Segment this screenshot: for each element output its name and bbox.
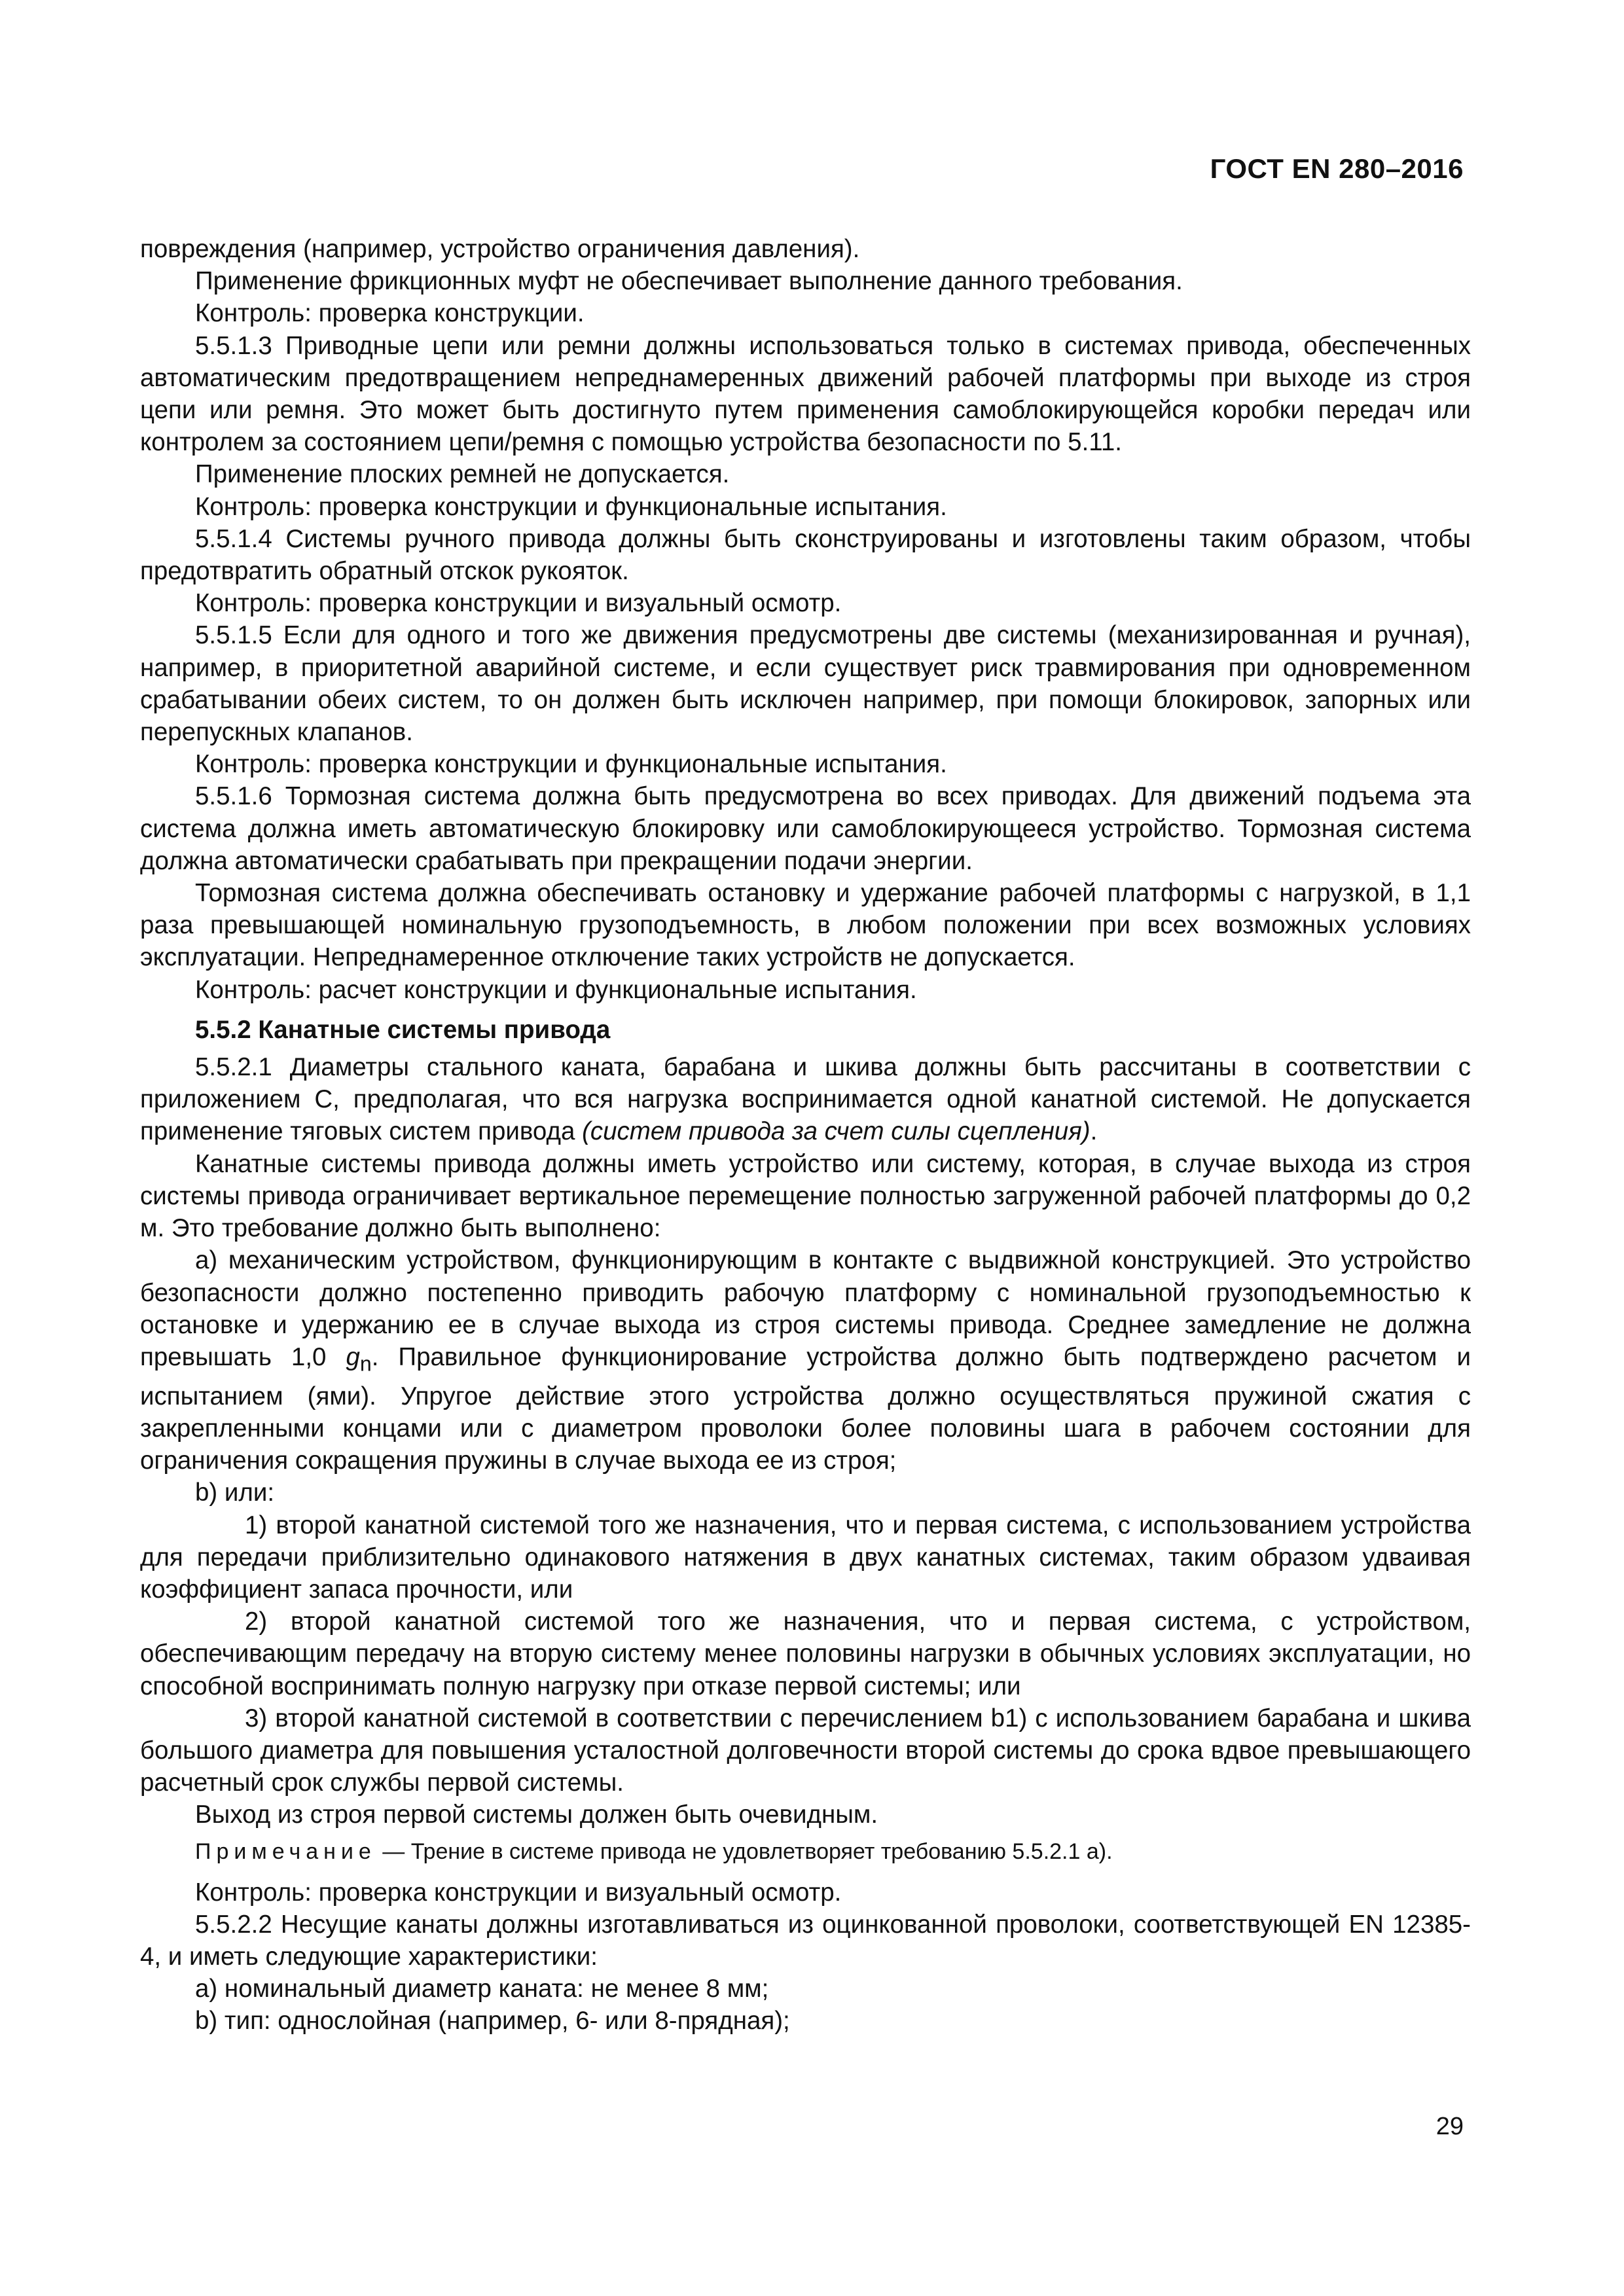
section-heading: 5.5.2 Канатные системы привода (195, 1015, 611, 1044)
paragraph: Контроль: проверка конструкции и визуальный осмотр. (195, 1878, 842, 1907)
paragraph: Применение фрикционных муфт не обеспечивает выполнение данного требования. (195, 267, 1183, 296)
paragraph-end: . (1090, 1117, 1098, 1146)
paragraph: Контроль: проверка конструкции и функциональные испытания. (195, 492, 947, 521)
italic-clarification: (систем привода за счет силы сцепления) (582, 1117, 1091, 1146)
paragraph: Контроль: проверка конструкции и визуальный осмотр. (195, 589, 842, 618)
paragraph: Применение плоских ремней не допускается. (195, 460, 730, 489)
paragraph: 5.5.1.5 Если для одного и того же движения предусмотрены две системы (механизированная и ручная), например, в приоритетной аварийной системе, и если существует риск травмирования при одновременном срабатывании обеих систем, то он должен быть исключен например, при помощи блокировок, запорных или перепускных клапанов. (140, 621, 1471, 747)
list-item (140, 1244, 1471, 1477)
document-id-header: ГОСТ EN 280–2016 (1210, 153, 1464, 184)
paragraph: Контроль: проверка конструкции. (195, 299, 585, 328)
gravity-symbol: g (346, 1342, 360, 1371)
list-item-text: а) механическим устройством, функционирующим в контакте с выдвижной конструкцией. Это устройство безопасности должно постепенно приводить рабочую платформу с номинальной грузоподъемностью к остановке и удержанию ее в случае выхода из строя системы привода. Среднее замедление не должна превышать 1,0 (140, 1246, 1471, 1371)
sub-list-item: 2) второй канатной системой того же назначения, что и первая система, с устройством, обеспечивающим передачу на вторую систему менее половины нагрузки в обычных условиях эксплуатации, но способной воспринимать полную нагрузку при отказе первой системы; или (140, 1607, 1471, 1700)
gravity-subscript: n (359, 1352, 372, 1376)
list-item-text-cont: . Правильное функционирование устройства должно быть подтверждено расчетом и испытанием (ями). Упругое действие этого устройства должно осуществляться пружиной сжатия с закрепленными концами или с диаметром проволоки более половины шага в рабочем состоянии для ограничения сокращения пружины в случае выхода ее из строя; (140, 1342, 1471, 1475)
paragraph: 5.5.1.6 Тормозная система должна быть предусмотрена во всех приводах. Для движений подъема эта система должна иметь автоматическую блокировку или самоблокирующееся устройство. Тормозная система должна автоматически срабатывать при прекращении подачи энергии. (140, 782, 1471, 875)
paragraph-text: 5.5.2.1 Диаметры стального каната, барабана и шкива должны быть рассчитаны в соответствии с приложением С, предполагая, что вся нагрузка воспринимается одной канатной системой. Не допускается применение тяговых систем привода (140, 1053, 1471, 1146)
paragraph: Контроль: проверка конструкции и функциональные испытания. (195, 750, 947, 779)
note-label: Примечание (195, 1839, 376, 1864)
list-item: а) номинальный диаметр каната: не менее 8 мм; (195, 1975, 769, 2003)
paragraph: Канатные системы привода должны иметь устройство или систему, которая, в случае выхода из строя системы привода ограничивает вертикальное перемещение полностью загруженной рабочей платформы до 0,2 м. Это требование должно быть выполнено: (140, 1149, 1471, 1243)
paragraph: повреждения (например, устройство ограничения давления). (140, 235, 860, 263)
note (140, 1837, 1471, 1867)
paragraph: 5.5.2.2 Несущие канаты должны изготавливаться из оцинкованной проволоки, соответствующей EN 12385-4, и иметь следующие характеристики: (140, 1910, 1471, 1971)
paragraph: 5.5.1.4 Системы ручного привода должны быть сконструированы и изготовлены таким образом, чтобы предотвратить обратный отскок рукояток. (140, 524, 1471, 586)
paragraph: Тормозная система должна обеспечивать остановку и удержание рабочей платформы с нагрузкой, в 1,1 раза превышающей номинальную грузоподъемность, в любом положении при всех возможных условиях эксплуатации. Непреднамеренное отключение таких устройств не допускается. (140, 879, 1471, 972)
list-item: b) или: (195, 1479, 275, 1507)
paragraph: Выход из строя первой системы должен быть очевидным. (195, 1801, 878, 1829)
page-number: 29 (1435, 2113, 1464, 2140)
sub-list-item: 1) второй канатной системой того же назначения, что и первая система, с использованием устройства для передачи приблизительно одинакового натяжения в двух канатных системах, таким образом удваивая коэффициент запаса прочности, или (140, 1511, 1471, 1604)
sub-list-item: 3) второй канатной системой в соответствии с перечислением b1) с использованием барабана и шкива большого диаметра для повышения усталостной долговечности второй системы до срока вдвое превышающего расчетный срок службы первой системы. (140, 1704, 1471, 1797)
paragraph: Контроль: расчет конструкции и функциональные испытания. (195, 975, 917, 1004)
list-item: b) тип: однослойная (например, 6- или 8-прядная); (195, 2007, 790, 2036)
paragraph (140, 1051, 1471, 1148)
paragraph: 5.5.1.3 Приводные цепи или ремни должны использоваться только в системах привода, обеспеченных автоматическим предотвращением непреднамеренных движений рабочей платформы при выходе из строя цепи или ремня. Это может быть достигнуто путем применения самоблокирующейся коробки передач или контролем за состоянием цепи/ремня с помощью устройства безопасности по 5.11. (140, 331, 1471, 457)
note-text: — Трение в системе привода не удовлетворяет требованию 5.5.2.1 а). (382, 1839, 1113, 1864)
document-body (140, 233, 1471, 2037)
